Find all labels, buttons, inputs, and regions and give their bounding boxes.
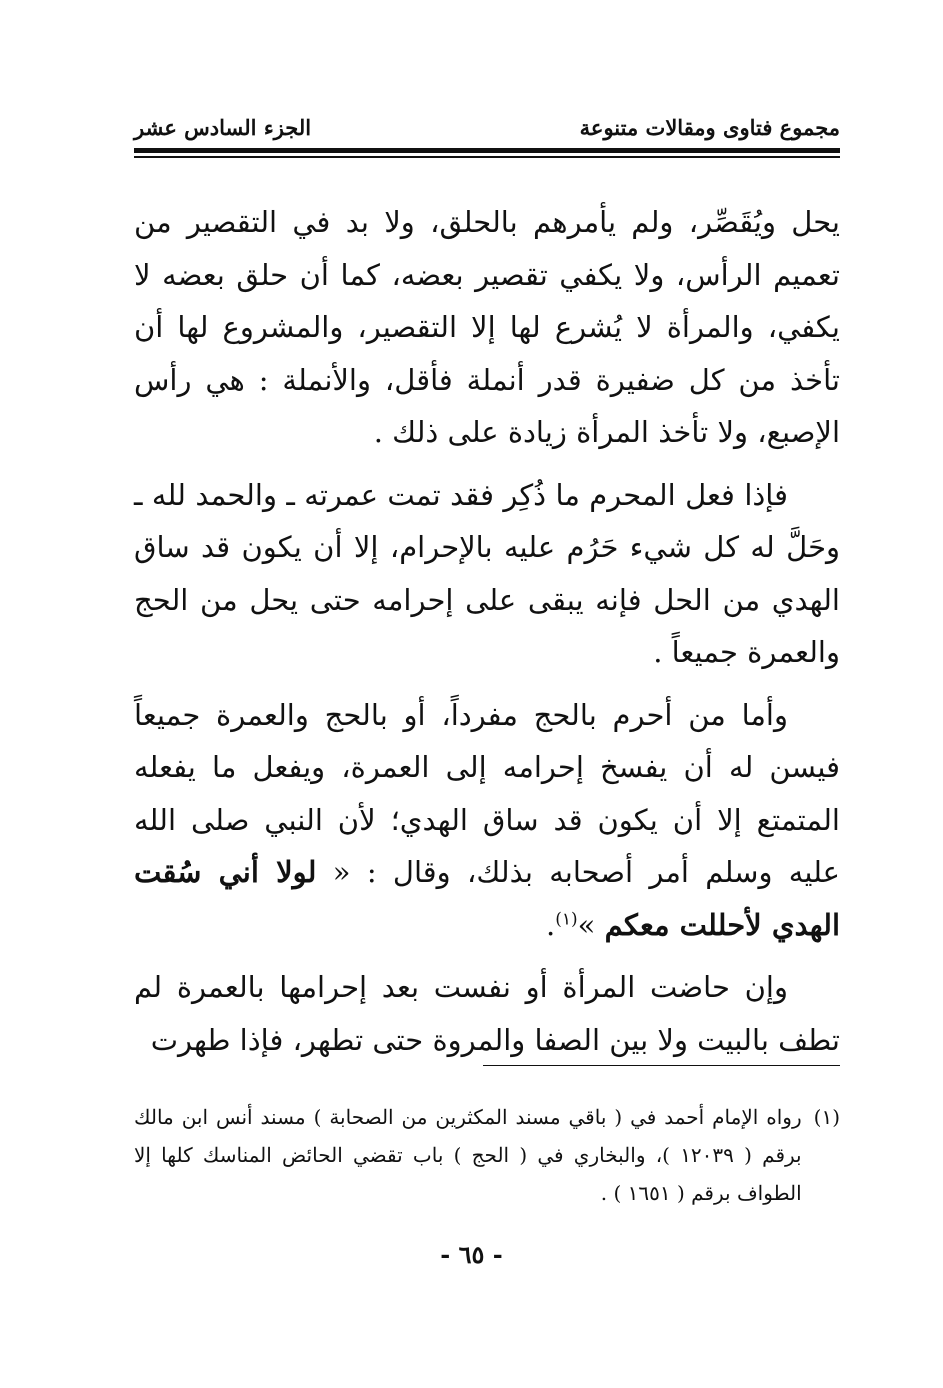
footnote-number: (١) bbox=[813, 1105, 840, 1129]
paragraph-3-text: وأما من أحرم بالحج مفرداً، أو بالحج والعمرة جميعاً فيسن له أن يفسخ إحرامه إلى العمرة، ويفعل ما يفعله المتمتع إلا أن يكون قد ساق الهدي؛ لأن النبي صلى الله عليه وسلم أمر أصحابه بذلك، وقال : « bbox=[134, 697, 840, 889]
quote-close: » bbox=[577, 907, 605, 942]
header-rule-thick bbox=[134, 148, 840, 153]
hadith-quote: لولا أني سُقت الهدي لأحللت معكم bbox=[134, 855, 840, 942]
main-text bbox=[134, 196, 840, 1076]
paragraph-1: يحل ويُقَصِّر، ولم يأمرهم بالحلق، ولا بد في التقصير من تعميم الرأس، ولا يكفي تقصير بعضه، كما أن حلق بعضه لا يكفي، والمرأة لا يُشرع لها إلا التقصير، والمشروع لها أن تأخذ من كل ضفيرة قدر أنملة فأقل، والأنملة : هي رأس الإصبع، ولا تأخذ المرأة زيادة على ذلك . bbox=[134, 205, 840, 449]
footnote-text: رواه الإمام أحمد في ( باقي مسند المكثرين من الصحابة ) مسند أنس ابن مالك برقم ( ١٢٠٣٩ )، والبخاري في ( الحج ) باب تقضي الحائض المناسك كلها إلا الطواف برقم ( ١٦٥١ ) . bbox=[134, 1105, 802, 1205]
header-rule-thin bbox=[134, 156, 840, 158]
footnote-separator bbox=[483, 1065, 840, 1066]
footnote-reference[interactable]: (١) bbox=[555, 908, 578, 929]
paragraph-3-end: . bbox=[546, 907, 556, 942]
header-volume-title: الجزء السادس عشر bbox=[134, 114, 312, 140]
footnote bbox=[134, 1098, 840, 1212]
paragraph-4: وإن حاضت المرأة أو نفست بعد إحرامها بالعمرة لم تطف بالبيت ولا بين الصفا والمروة حتى تطهر، فإذا طهرت bbox=[134, 970, 840, 1057]
running-header bbox=[134, 110, 840, 144]
paragraph-2: فإذا فعل المحرم ما ذُكِر فقد تمت عمرته ـ والحمد لله ـ وحَلَّ له كل شيء حَرُم عليه بالإحرام، إلا أن يكون قد ساق الهدي من الحل فإنه يبقى على إحرامه حتى يحل من الحج والعمرة جميعاً . bbox=[134, 477, 840, 669]
paragraph-3 bbox=[134, 689, 840, 952]
header-book-title: مجموع فتاوى ومقالات متنوعة bbox=[579, 114, 840, 140]
page-number: - ٦٥ - bbox=[440, 1240, 503, 1269]
